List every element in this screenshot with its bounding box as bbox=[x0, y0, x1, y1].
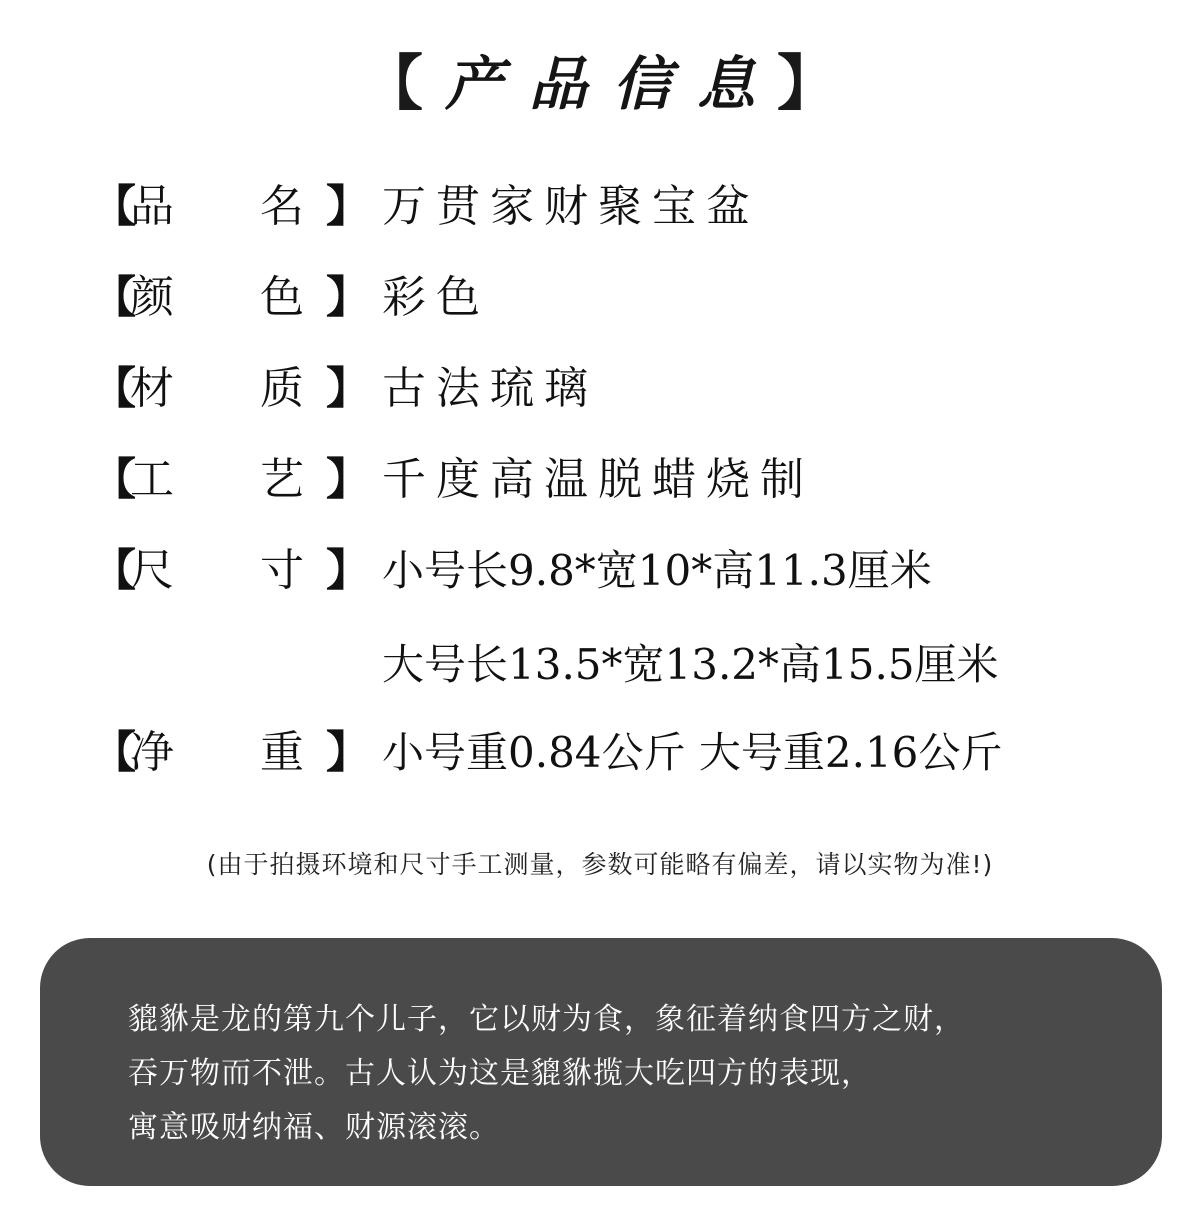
story-line: 貔貅是龙的第九个儿子，它以财为食，象征着纳食四方之财， bbox=[128, 1002, 965, 1037]
info-label bbox=[92, 727, 382, 778]
info-label bbox=[92, 363, 382, 414]
story-line: 吞万物而不泄。古人认为这是貔貅揽大吃四方的表现， bbox=[128, 1056, 872, 1091]
title-text: 产品信息 bbox=[444, 50, 781, 118]
label-open-bracket: 【 bbox=[92, 363, 136, 414]
label-open-bracket: 【 bbox=[92, 727, 136, 778]
page-title bbox=[0, 44, 1200, 124]
label-char-2: 重 bbox=[260, 727, 304, 778]
info-value: 千度高温脱蜡烧制 bbox=[382, 454, 814, 505]
info-row-craft bbox=[92, 453, 1152, 507]
title-close-bracket: 】 bbox=[777, 49, 837, 119]
product-info-list bbox=[92, 180, 1152, 817]
label-char-1: 净 bbox=[130, 727, 174, 778]
title-open-bracket: 【 bbox=[362, 49, 423, 119]
label-close-bracket: 】 bbox=[326, 363, 370, 414]
story-panel bbox=[40, 938, 1162, 1186]
info-row-name bbox=[92, 180, 1152, 234]
label-char-1: 颜 bbox=[130, 272, 174, 323]
info-row-color bbox=[92, 271, 1152, 325]
label-char-1: 工 bbox=[130, 454, 174, 505]
story-line: 寓意吸财纳福、财源滚滚。 bbox=[128, 1110, 500, 1145]
label-close-bracket: 】 bbox=[326, 727, 370, 778]
disclaimer-note: (由于拍摄环境和尺寸手工测量，参数可能略有偏差，请以实物为准!) bbox=[206, 850, 994, 879]
info-label bbox=[92, 181, 382, 232]
info-value: 万贯家财聚宝盆 bbox=[382, 181, 760, 232]
label-char-2: 艺 bbox=[260, 454, 304, 505]
info-value: 小号重0.84公斤 大号重2.16公斤 bbox=[382, 728, 1003, 777]
info-row-material bbox=[92, 362, 1152, 416]
label-close-bracket: 】 bbox=[326, 454, 370, 505]
label-open-bracket: 【 bbox=[92, 272, 136, 323]
label-char-2: 色 bbox=[260, 272, 304, 323]
info-label bbox=[92, 272, 382, 323]
label-close-bracket: 】 bbox=[326, 272, 370, 323]
label-char-2: 质 bbox=[260, 363, 304, 414]
label-open-bracket: 【 bbox=[92, 545, 136, 596]
label-char-2: 寸 bbox=[260, 545, 304, 596]
label-close-bracket: 】 bbox=[326, 181, 370, 232]
info-row-weight bbox=[92, 726, 1152, 780]
info-value-size-large: 大号长13.5*宽13.2*高15.5厘米 bbox=[382, 640, 999, 689]
label-char-1: 尺 bbox=[130, 545, 174, 596]
info-label bbox=[92, 545, 382, 596]
info-row-size-continued bbox=[92, 635, 1152, 689]
info-value: 彩色 bbox=[382, 272, 490, 323]
info-row-size bbox=[92, 544, 1152, 598]
label-char-1: 品 bbox=[130, 181, 174, 232]
label-close-bracket: 】 bbox=[326, 545, 370, 596]
label-open-bracket: 【 bbox=[92, 181, 136, 232]
label-char-2: 名 bbox=[260, 181, 304, 232]
label-char-1: 材 bbox=[130, 363, 174, 414]
info-value: 古法琉璃 bbox=[382, 363, 598, 414]
info-value-size-small: 小号长9.8*宽10*高11.3厘米 bbox=[382, 546, 932, 595]
label-open-bracket: 【 bbox=[92, 454, 136, 505]
info-label bbox=[92, 454, 382, 505]
